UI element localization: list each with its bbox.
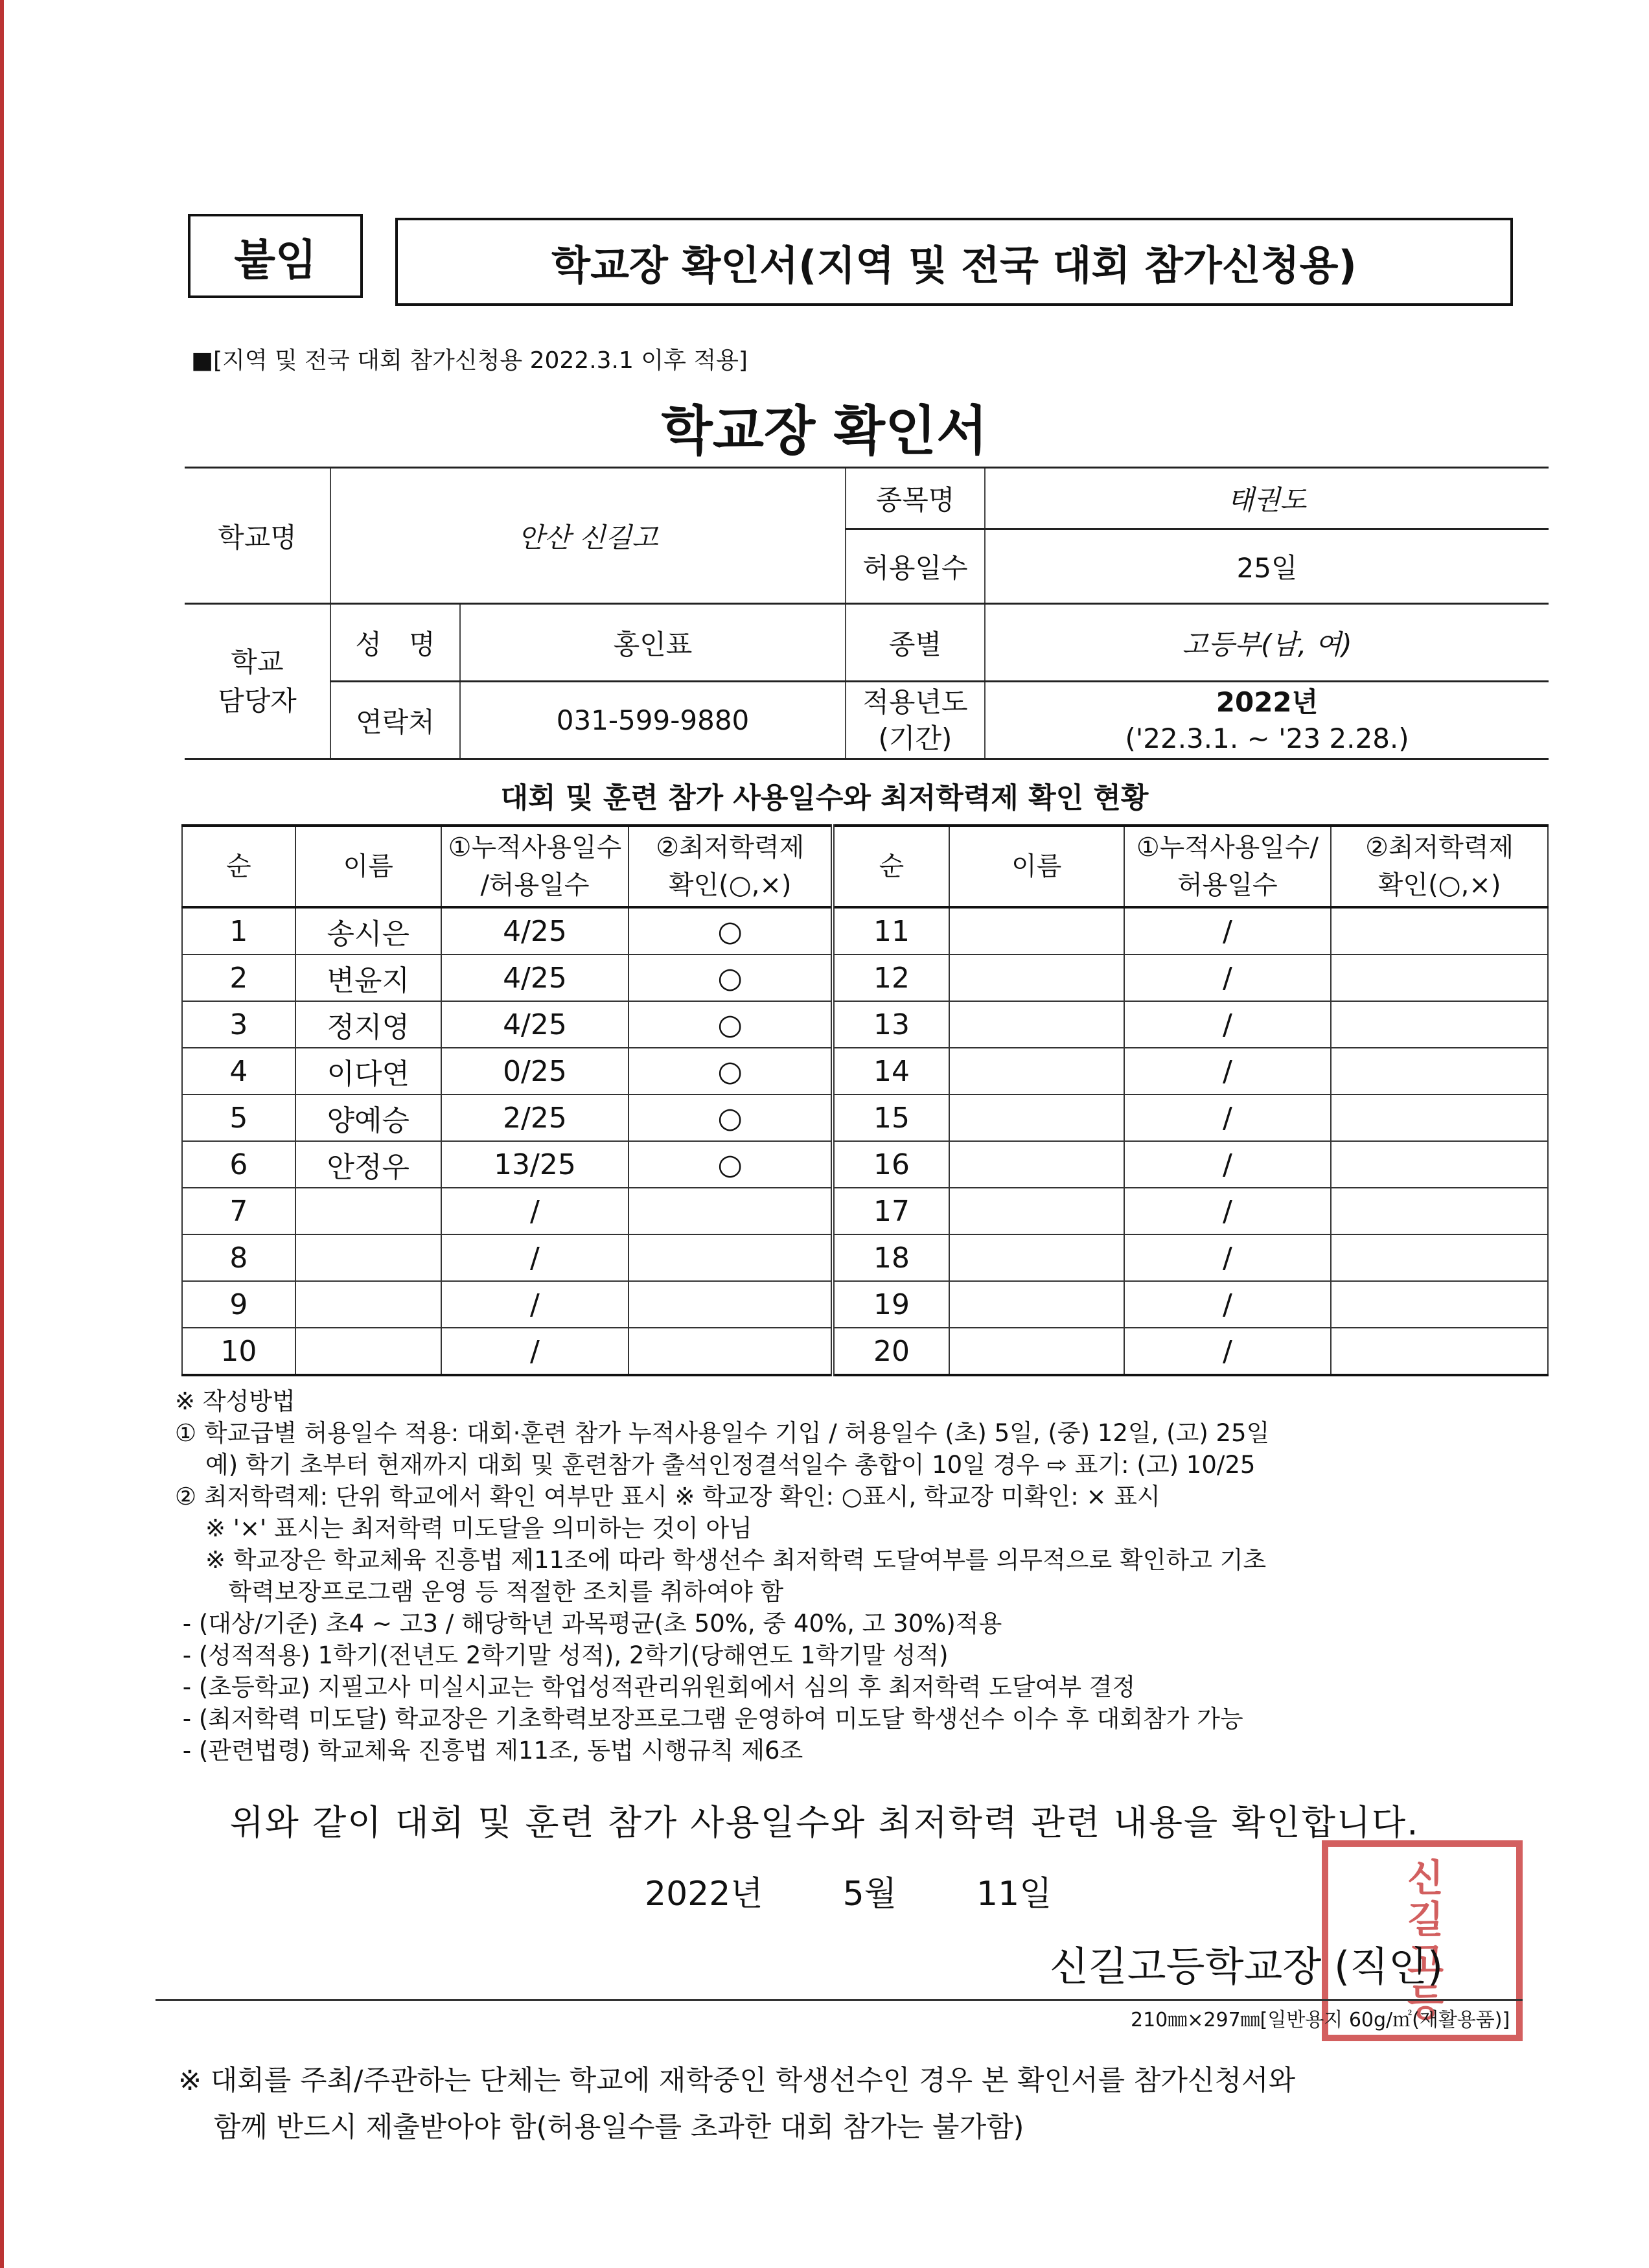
submission-note [178, 2057, 1558, 2151]
table-row [182, 1141, 1548, 1188]
school-name-label: 학교명 [185, 468, 330, 604]
row-days: / [441, 1234, 629, 1281]
row-days-right: / [1124, 1281, 1332, 1328]
row-no-right: 19 [833, 1281, 949, 1328]
instruction-line: - (최저학력 미도달) 학교장은 기초학력보장프로그램 운영하여 미도달 학생선수 이수 후 대회참가 가능 [175, 1705, 1243, 1733]
scan-edge-line [0, 0, 4, 2268]
row-check-right [1331, 1048, 1548, 1094]
row-no-right: 17 [833, 1188, 949, 1234]
row-name: 송시은 [295, 907, 441, 955]
row-days-right: / [1124, 1094, 1332, 1141]
row-no-right: 18 [833, 1234, 949, 1281]
applicability-note: ■[지역 및 전국 대회 참가신청용 2022.3.1 이후 적용] [191, 347, 748, 374]
row-no: 4 [182, 1048, 295, 1094]
row-days-right: / [1124, 955, 1332, 1001]
instruction-line: ② 최저학력제: 단위 학교에서 확인 여부만 표시 ※ 학교장 확인: ○표시, 학교장 미확인: × 표시 [175, 1483, 1160, 1510]
instructions-block [175, 1385, 1555, 1766]
table-row [182, 1281, 1548, 1328]
row-no: 7 [182, 1188, 295, 1234]
instruction-line: 학력보장프로그램 운영 등 적절한 조치를 취하여야 함 [175, 1578, 784, 1606]
row-check-right [1331, 955, 1548, 1001]
sport-label: 종목명 [846, 468, 985, 529]
instruction-line: - (초등학교) 지필고사 미실시교는 학업성적관리위원회에서 심의 후 최저학력 도달여부 결정 [175, 1673, 1136, 1701]
row-no-right: 15 [833, 1094, 949, 1141]
instruction-line: ※ 학교장은 학교체육 진흥법 제11조에 따라 학생선수 최저학력 도달여부를 의무적으로 확인하고 기초 [175, 1546, 1267, 1574]
submission-note-line: ※ 대회를 주최/주관하는 단체는 학교에 재학중인 학생선수인 경우 본 확인서를 참가신청서와 [178, 2065, 1296, 2097]
document-title: 학교장 확인서 [661, 400, 988, 462]
date-year: 2022년 [645, 1875, 763, 1914]
row-days-right: / [1124, 1328, 1332, 1375]
divider-line [156, 1999, 1523, 2001]
row-no: 2 [182, 955, 295, 1001]
row-name-right [949, 907, 1124, 955]
row-days: / [441, 1188, 629, 1234]
official-seal-stamp: 신길고등 [1322, 1840, 1523, 2041]
principal-signature: 신길고등학교장 (직인) [1050, 1943, 1444, 1990]
row-days-right: / [1124, 1188, 1332, 1234]
row-days: 2/25 [441, 1094, 629, 1141]
row-days: 13/25 [441, 1141, 629, 1188]
row-no-right: 20 [833, 1328, 949, 1375]
confirmation-statement: 위와 같이 대회 및 훈련 참가 사용일수와 최저학력 관련 내용을 확인합니다. [229, 1802, 1420, 1843]
category-value: 고등부(남, 여) [985, 604, 1549, 682]
table-row [182, 1188, 1548, 1234]
instruction-line: ※ 작성방법 [175, 1387, 295, 1415]
section-title: 대회 및 훈련 참가 사용일수와 최저학력제 확인 현황 [500, 781, 1149, 815]
row-check-right [1331, 1141, 1548, 1188]
submission-note-line: 함께 반드시 제출받아야 함(허용일수를 초과한 대회 참가는 불가함) [178, 2111, 1024, 2144]
row-name-right [949, 1048, 1124, 1094]
row-days: / [441, 1328, 629, 1375]
col-header-check-right: ②최저학력제 확인(○,×) [1331, 826, 1548, 907]
manager-label: 학교 담당자 [185, 604, 330, 759]
row-no-right: 11 [833, 907, 949, 955]
date-day: 11일 [976, 1875, 1052, 1914]
row-check-right [1331, 1188, 1548, 1234]
row-no-right: 12 [833, 955, 949, 1001]
instruction-line: 예) 학기 초부터 현재까지 대회 및 훈련참가 출석인정결석일수 총합이 10일 경우 ⇨ 표기: (고) 10/25 [175, 1451, 1256, 1479]
year-cell [985, 682, 1549, 759]
instruction-line: - (관련법령) 학교체육 진흥법 제11조, 동법 시행규칙 제6조 [175, 1737, 803, 1765]
row-no: 5 [182, 1094, 295, 1141]
row-name [295, 1328, 441, 1375]
row-no-right: 14 [833, 1048, 949, 1094]
row-name-right [949, 1094, 1124, 1141]
period-value: ('22.3.1. ~ '23 2.28.) [1125, 722, 1409, 754]
sport-value: 태권도 [985, 468, 1549, 529]
row-check [628, 1234, 833, 1281]
school-name-value: 안산 신길고 [330, 468, 846, 604]
row-days: / [441, 1281, 629, 1328]
row-name [295, 1281, 441, 1328]
row-no: 3 [182, 1001, 295, 1048]
allowed-days-label: 허용일수 [846, 529, 985, 604]
row-check [628, 1188, 833, 1234]
row-check: ○ [628, 955, 833, 1001]
year-label: 적용년도 (기간) [846, 682, 985, 759]
attachment-tag: 붙임 [188, 214, 363, 298]
table-row [182, 1094, 1548, 1141]
col-header-no: 순 [182, 826, 295, 907]
row-no: 6 [182, 1141, 295, 1188]
row-days-right: / [1124, 1234, 1332, 1281]
issue-date [645, 1866, 1052, 1915]
row-no: 1 [182, 907, 295, 955]
row-name: 양예승 [295, 1094, 441, 1141]
col-header-check: ②최저학력제 확인(○,×) [628, 826, 833, 907]
manager-name-value: 홍인표 [460, 604, 846, 682]
instruction-line: ※ '×' 표시는 최저학력 미도달을 의미하는 것이 아님 [175, 1514, 752, 1542]
row-days: 4/25 [441, 955, 629, 1001]
year-value: 2022년 [1216, 686, 1319, 718]
row-name-right [949, 1281, 1124, 1328]
contact-value: 031-599-9880 [460, 682, 846, 759]
row-name: 이다연 [295, 1048, 441, 1094]
row-check-right [1331, 1328, 1548, 1375]
row-days-right: / [1124, 1001, 1332, 1048]
row-name [295, 1188, 441, 1234]
table-row [182, 1328, 1548, 1375]
row-days-right: / [1124, 907, 1332, 955]
row-name-right [949, 1001, 1124, 1048]
row-name: 변윤지 [295, 955, 441, 1001]
info-table [185, 467, 1549, 760]
table-row [182, 907, 1548, 955]
date-month: 5월 [842, 1875, 897, 1914]
row-check: ○ [628, 1094, 833, 1141]
row-days-right: / [1124, 1141, 1332, 1188]
row-no: 10 [182, 1328, 295, 1375]
allowed-days-value: 25일 [985, 529, 1549, 604]
row-check: ○ [628, 1141, 833, 1188]
paper-size-note: 210㎜×297㎜[일반용지 60g/㎡(재활용품)] [1131, 2009, 1510, 2031]
row-name [295, 1234, 441, 1281]
table-row [182, 1048, 1548, 1094]
row-days: 0/25 [441, 1048, 629, 1094]
table-row [182, 1234, 1548, 1281]
table-row [182, 955, 1548, 1001]
row-check [628, 1281, 833, 1328]
row-name-right [949, 1141, 1124, 1188]
row-name: 안정우 [295, 1141, 441, 1188]
row-check-right [1331, 1001, 1548, 1048]
row-check: ○ [628, 907, 833, 955]
row-check-right [1331, 907, 1548, 955]
instruction-line: ① 학교급별 허용일수 적용: 대회·훈련 참가 누적사용일수 기입 / 허용일수 (초) 5일, (중) 12일, (고) 25일 [175, 1419, 1270, 1447]
row-check-right [1331, 1234, 1548, 1281]
row-no-right: 13 [833, 1001, 949, 1048]
col-header-days: ①누적사용일수 /허용일수 [441, 826, 629, 907]
table-row [182, 1001, 1548, 1048]
contact-label: 연락처 [330, 682, 460, 759]
row-no: 9 [182, 1281, 295, 1328]
row-no-right: 16 [833, 1141, 949, 1188]
row-name-right [949, 1234, 1124, 1281]
col-header-name-right: 이름 [949, 826, 1124, 907]
row-name-right [949, 955, 1124, 1001]
row-name-right [949, 1188, 1124, 1234]
row-days-right: / [1124, 1048, 1332, 1094]
row-check: ○ [628, 1048, 833, 1094]
col-header-name: 이름 [295, 826, 441, 907]
row-check-right [1331, 1281, 1548, 1328]
instruction-line: - (성적적용) 1학기(전년도 2학기말 성적), 2학기(당해연도 1학기말 성적) [175, 1641, 949, 1669]
manager-name-label: 성 명 [330, 604, 460, 682]
row-check: ○ [628, 1001, 833, 1048]
athlete-rows [182, 907, 1548, 1375]
row-name-right [949, 1328, 1124, 1375]
row-check-right [1331, 1094, 1548, 1141]
row-name: 정지영 [295, 1001, 441, 1048]
row-days: 4/25 [441, 1001, 629, 1048]
row-days: 4/25 [441, 907, 629, 955]
col-header-no-right: 순 [833, 826, 949, 907]
row-no: 8 [182, 1234, 295, 1281]
col-header-days-right: ①누적사용일수/ 허용일수 [1124, 826, 1332, 907]
athlete-list-table [181, 824, 1549, 1376]
category-label: 종별 [846, 604, 985, 682]
form-header-title: 학교장 확인서(지역 및 전국 대회 참가신청용) [395, 218, 1513, 306]
row-check [628, 1328, 833, 1375]
instruction-line: - (대상/기준) 초4 ~ 고3 / 해당학년 과목평균(초 50%, 중 40%, 고 30%)적용 [175, 1610, 1002, 1637]
